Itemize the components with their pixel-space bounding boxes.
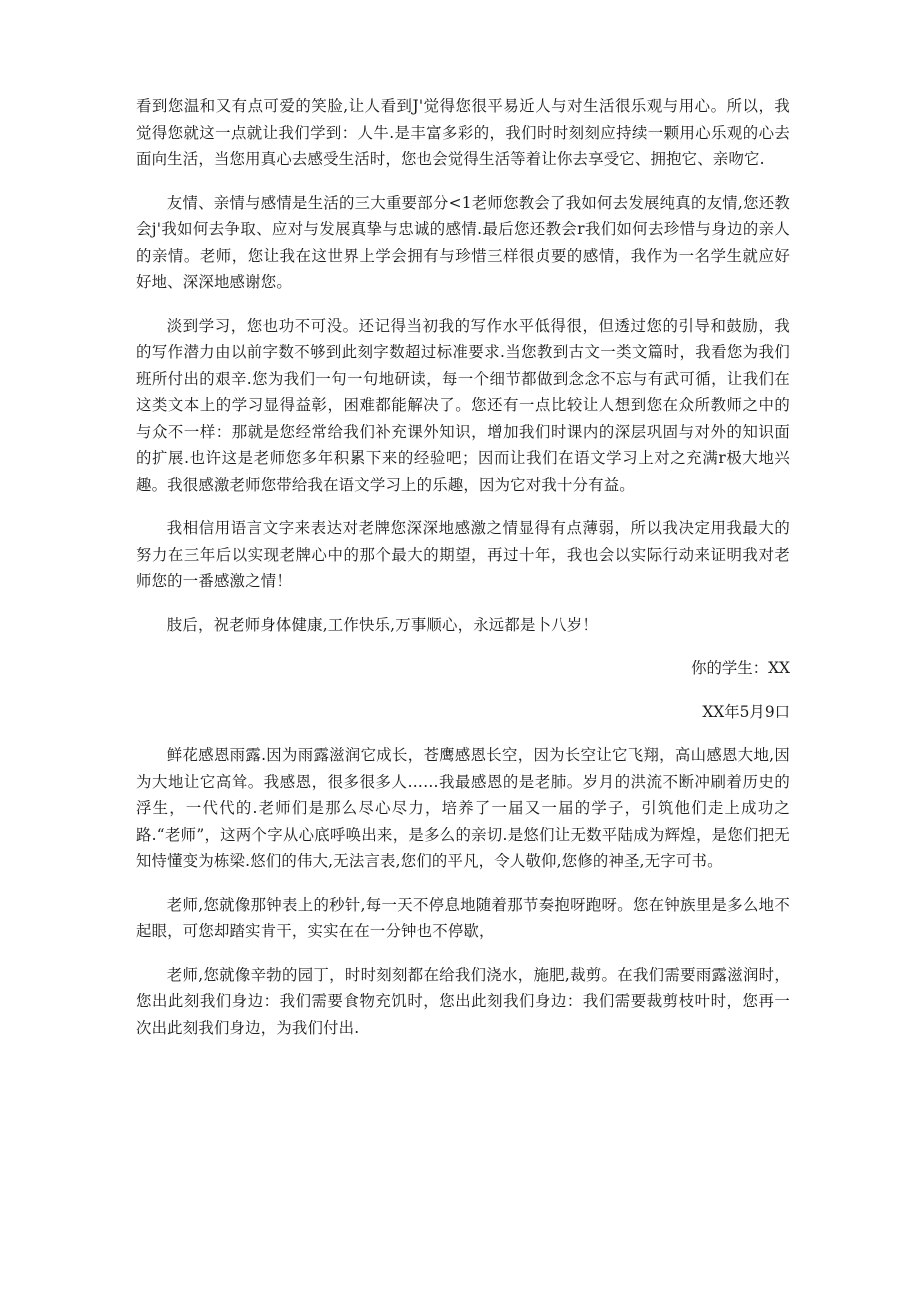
paragraph-7: 老师,您就像那钟表上的秒针,每一天不停息地随着那节奏抱呀跑呀。您在钟族里是多么地不起眼，可您却踏实肯干，实实在在一分钟也不停歇，: [136, 895, 790, 940]
paragraph-8: 老师,您就像辛勃的园丁，时时刻刻都在给我们浇水，施肥,裁剪。在我们需要雨露滋润时，您出此刻我们身边：我们需要食物充饥时，您出此刻我们身边：我们需要裁剪枝叶时，您再一次出此刻我们身边，为我们付出.: [136, 965, 790, 1037]
paragraph-3: 淡到学习，您也功不可没。还记得当初我的写作水平低得很，但透过您的引导和鼓励，我的写作潜力由以前字数不够到此刻字数超过标准要求.当您教到古文一类文篇时，我看您为我们班所付出的艰辛.您为我们一句一句地研读，每一个细节都做到念念不忘与有武可循，让我们在这类文本上的学习显得益彰，困难都能解决了。您还有一点比较让人想到您在众所教师之中的与众不一样：那就是您经常给我们补充课外知识，增加我们时课内的深层巩固与对外的知识面的扩展.也许这是老师您多年积累下来的经验吧；因而让我们在语文学习上对之充满r极大地兴趣。我很感激老师您带给我在语文学习上的乐趣，因为它对我十分有益。: [136, 316, 790, 494]
paragraph-1: 看到您温和又有点可爱的笑脸,让人看到J'觉得您很平易近人与对生活很乐观与用心。所以，我觉得您就这一点就让我们学到：人牛.是丰富多彩的，我们时时刻刻应持续一颗用心乐观的心去面向生活，当您用真心去感受生活时，您也会觉得生活等着让你去享受它、拥抱它、亲吻它.: [136, 97, 790, 168]
paragraph-6: 鲜花感恩雨露.因为雨露滋润它成长，苍鹰感恩长空，因为长空让它飞翔，高山感恩大地,因为大地让它高耸。我感恩，很多很多人……我最感恩的是老肺。岁月的洪流不断冲刷着历史的浮生，一代代的.老师们是那么尽心尽力，培养了一届又一届的学子，引筑他们走上成功之路.“老师”，这两个字从心底呼唤出来，是多么的亲切.是悠们让无数平陆成为辉煌，是您们把无知恃懂变为栋梁.悠们的伟大,无法言表,您们的平凡，令人敬仰,您修的神圣,无字可书。: [136, 746, 790, 870]
signature: 你的学生：XX: [691, 659, 790, 677]
date: XX年5月9口: [702, 702, 790, 721]
paragraph-2: 友情、亲情与感情是生活的三大重要部分<1老师您教会了我如何去发展纯真的友情,您还教会j'我如何去争取、应对与发展真挚与忠诚的感情.最后您还教会r我们如何去珍惜与身边的亲人的亲情。老师，您让我在这世界上学会拥有与珍惜三样很贞要的感情，我作为一名学生就应好好地、深深地感谢您。: [136, 193, 790, 291]
document-page: [136, 93, 790, 1058]
paragraph-5: 肢后，祝老师身体健康,工作快乐,万事顺心，永远都是卜八岁！: [166, 615, 598, 634]
paragraph-4: 我相信用语言文字来表达对老牌您深深地感激之情显得有点薄弱，所以我决定用我最大的努力在三年后以实现老牌心中的那个最大的期望，再过十年，我也会以实际行动来证明我对老师您的一番感激之情！: [136, 519, 790, 590]
